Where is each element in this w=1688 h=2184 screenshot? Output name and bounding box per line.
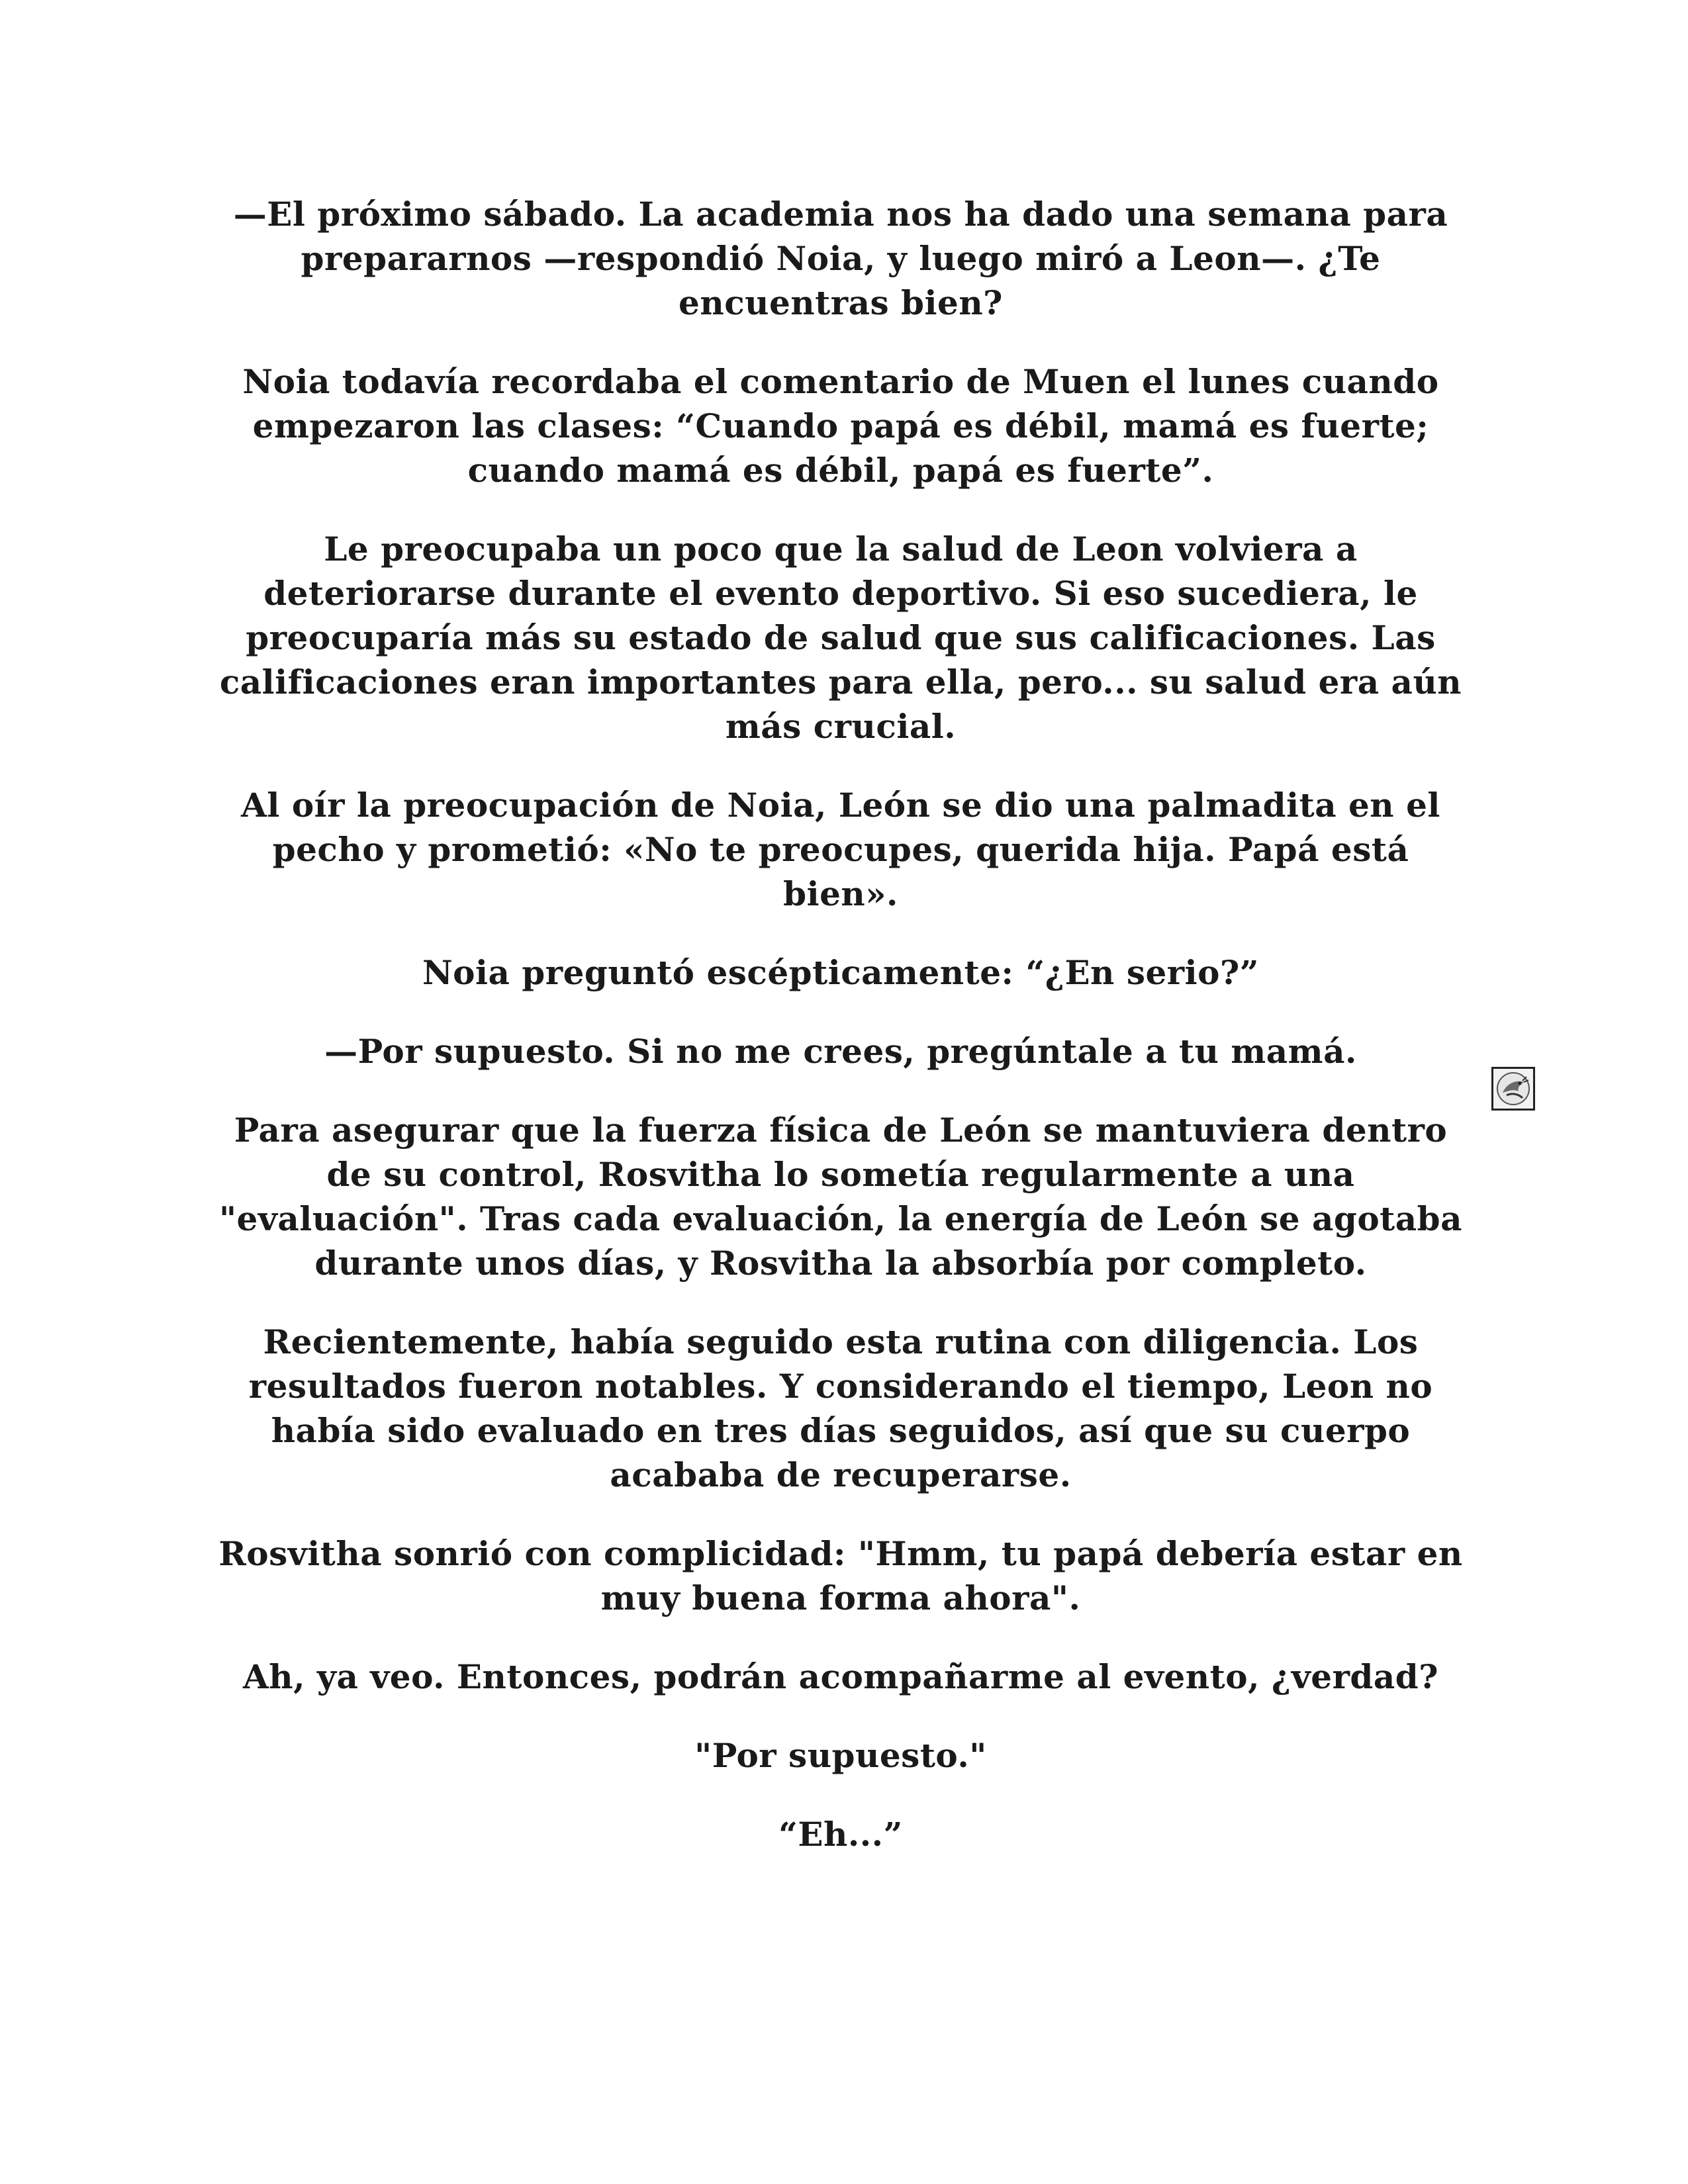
paragraph: Al oír la preocupación de Noia, León se dio una palmadita en el pecho y prometió: «No te preocupes, querida hija. Papá está bien». <box>241 786 1440 913</box>
dragon-emblem-icon <box>1491 1067 1535 1111</box>
paragraph: Le preocupaba un poco que la salud de Leon volviera a deteriorarse durante el evento deportivo. Si eso sucediera, le preocuparía más su estado de salud que sus calificaciones. Las calificaciones eran importantes para ella, pero... su salud era aún más crucial. <box>219 529 1462 746</box>
paragraph: Rosvitha sonrió con complicidad: "Hmm, tu papá debería estar en muy buena forma ahora". <box>218 1534 1463 1617</box>
document-page <box>218 192 1463 1891</box>
paragraph: —El próximo sábado. La academia nos ha dado una semana para prepararnos —respondió Noia, y luego miró a Leon—. ¿Te encuentras bien? <box>233 195 1448 322</box>
paragraph: Noia todavía recordaba el comentario de Muen el lunes cuando empezaron las clases: “Cuando papá es débil, mamá es fuerte; cuando mamá es débil, papá es fuerte”. <box>242 362 1439 490</box>
paragraph: Noia preguntó escépticamente: “¿En serio?” <box>422 953 1260 992</box>
paragraph: Para asegurar que la fuerza física de León se mantuviera dentro de su control, Rosvitha lo sometía regularmente a una "evaluación". Tras cada evaluación, la energía de León se agotaba durante unos días, y Rosvitha la absorbía por completo. <box>218 1111 1463 1283</box>
paragraph: Ah, ya veo. Entonces, podrán acompañarme al evento, ¿verdad? <box>242 1657 1439 1696</box>
paragraph: —Por supuesto. Si no me crees, pregúntale a tu mamá. <box>324 1032 1357 1071</box>
paragraph: "Por supuesto." <box>694 1736 987 1775</box>
paragraph: Recientemente, había seguido esta rutina con diligencia. Los resultados fueron notables. Y considerando el tiempo, Leon no había sido evaluado en tres días seguidos, así que su cuerpo acababa de recuperarse. <box>248 1322 1433 1494</box>
paragraph: “Eh...” <box>778 1815 903 1854</box>
